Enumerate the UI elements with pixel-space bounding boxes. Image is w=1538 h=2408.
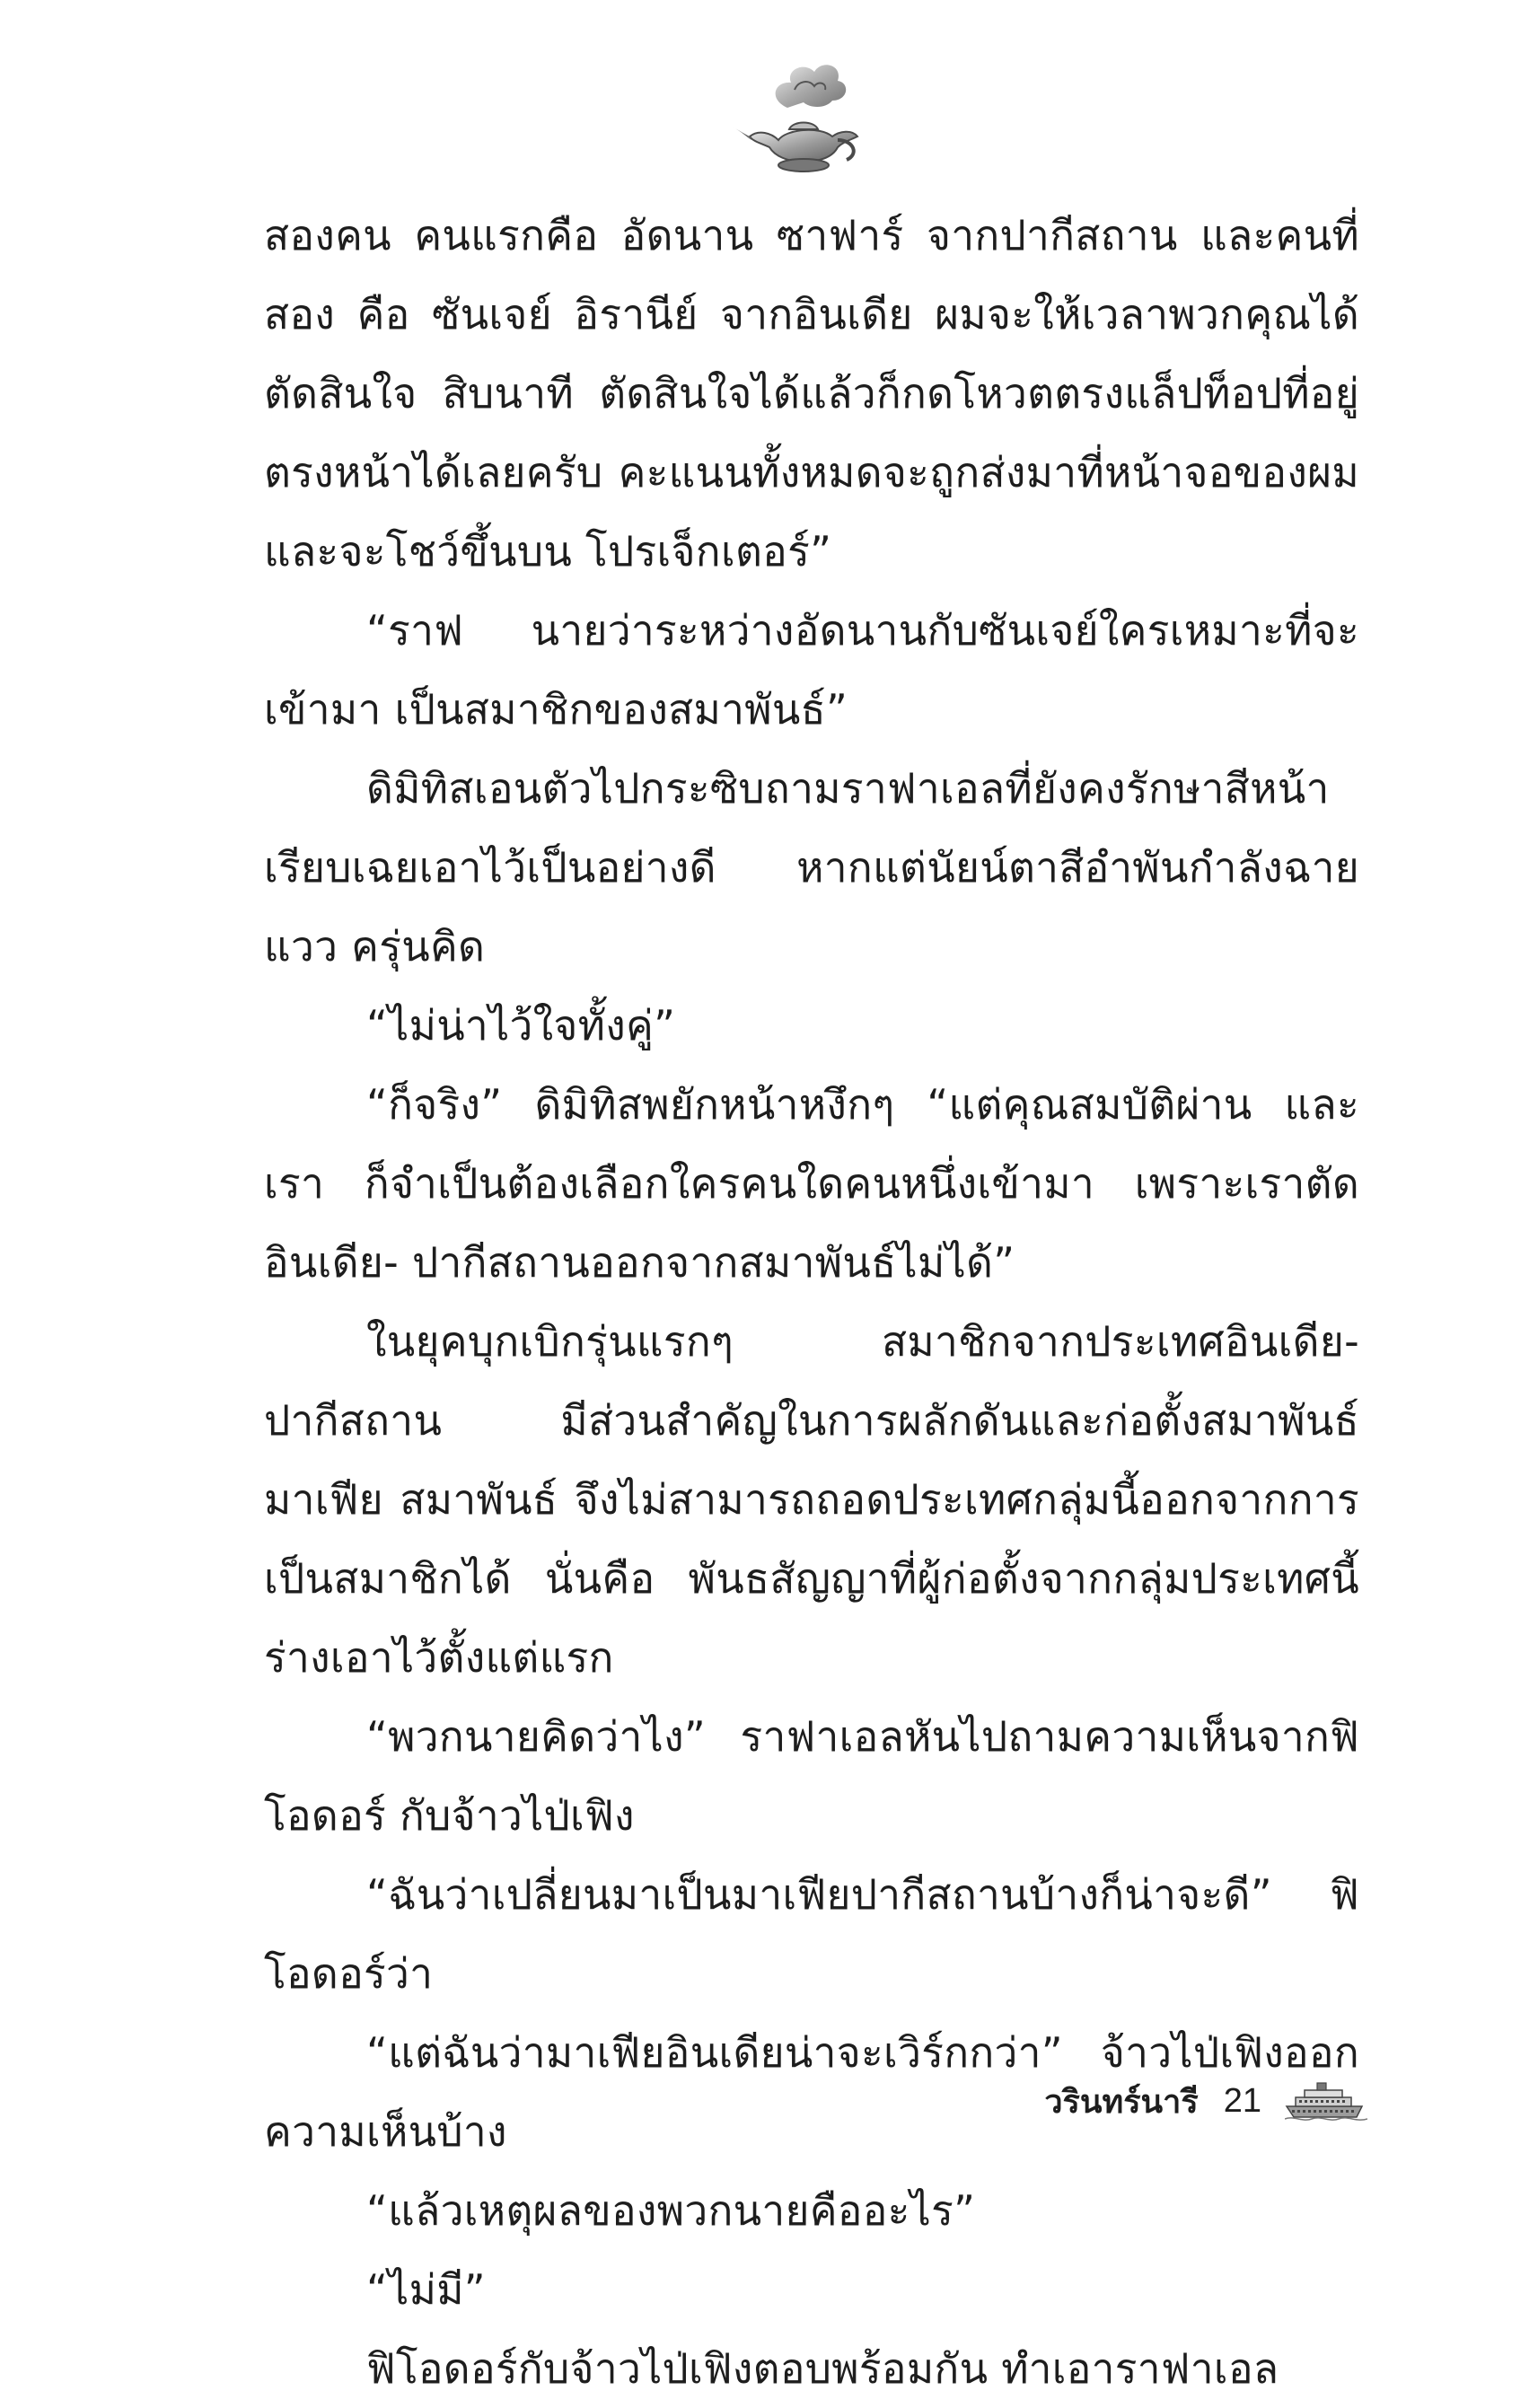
book-title: วรินทร์นารี — [1044, 2083, 1199, 2121]
paragraph: “ไม่มี” — [366, 2265, 486, 2314]
magic-lamp-icon — [732, 54, 866, 175]
paragraph: ฟิโอดอร์กับจ้าวไป่เฟิงตอบพร้อมกัน ทำเอาราฟาเอล — [366, 2344, 1279, 2393]
paragraph: “ฉันว่าเปลี่ยนมาเป็นมาเฟียปากีสถานบ้างก็น่าจะดี” ฟิโอดอร์ว่า — [264, 1870, 1359, 1998]
paragraph: “ราฟ นายว่าระหว่างอัดนานกับซันเจย์ใครเหมาะที่จะเข้ามา เป็นสมาชิกของสมาพันธ์” — [264, 606, 1359, 734]
page-footer — [1044, 2074, 1367, 2128]
page-number: 21 — [1223, 2081, 1261, 2120]
paragraph: “พวกนายคิดว่าไง” ราฟาเอลหันไปถามความเห็นจากฟิโอดอร์ กับจ้าวไป่เฟิง — [264, 1712, 1359, 1840]
cruise-ship-icon — [1285, 2079, 1367, 2122]
paragraph: “ก็จริง” ดิมิทิสพยักหน้าหงึกๆ “แต่คุณสมบัติผ่าน และเรา ก็จำเป็นต้องเลือกใครคนใดคนหนึ่งเข้ามา เพราะเราตัดอินเดีย- ปากีสถานออกจากสมาพันธ์ไม่ได้” — [264, 1080, 1359, 1287]
paragraph: “แล้วเหตุผลของพวกนายคืออะไร” — [366, 2186, 976, 2235]
paragraph: “แต่ฉันว่ามาเฟียอินเดียน่าจะเวิร์กกว่า” จ้าวไป่เฟิงออก ความเห็นบ้าง — [264, 2028, 1359, 2156]
paragraph: ในยุคบุกเบิกรุ่นแรกๆ สมาชิกจากประเทศอินเดีย-ปากีสถาน มีส่วนสำคัญในการผลักดันและก่อตั้งสมาพันธ์มาเฟีย สมาพันธ์ จึงไม่สามารถถอดประเทศกลุ่มนี้ออกจากการเป็นสมาชิกได้ นั่นคือ พันธสัญญาที่ผู้ก่อตั้งจากกลุ่มประเทศนี้ร่างเอาไว้ตั้งแต่แรก — [264, 1317, 1359, 1682]
paragraph: สองคน คนแรกคือ อัดนาน ซาฟาร์ จากปากีสถาน และคนที่สอง คือ ซันเจย์ อิรานีย์ จากอินเดีย ผมจะให้เวลาพวกคุณได้ตัดสินใจ สิบนาที ตัดสินใจได้แล้วก็กดโหวตตรงแล็ปท็อปที่อยู่ตรงหน้าได้เลยครับ คะแนนทั้งหมดจะถูกส่งมาที่หน้าจอของผม และจะโชว์ขึ้นบน โปรเจ็กเตอร์” — [264, 211, 1359, 576]
paragraph: “ไม่น่าไว้ใจทั้งคู่” — [366, 1001, 676, 1050]
paragraph: ดิมิทิสเอนตัวไปกระซิบถามราฟาเอลที่ยังคงรักษาสีหน้า เรียบเฉยเอาไว้เป็นอย่างดี หากแต่นัยน์ตาสีอำพันกำลังฉายแวว ครุ่นคิด — [264, 764, 1359, 971]
